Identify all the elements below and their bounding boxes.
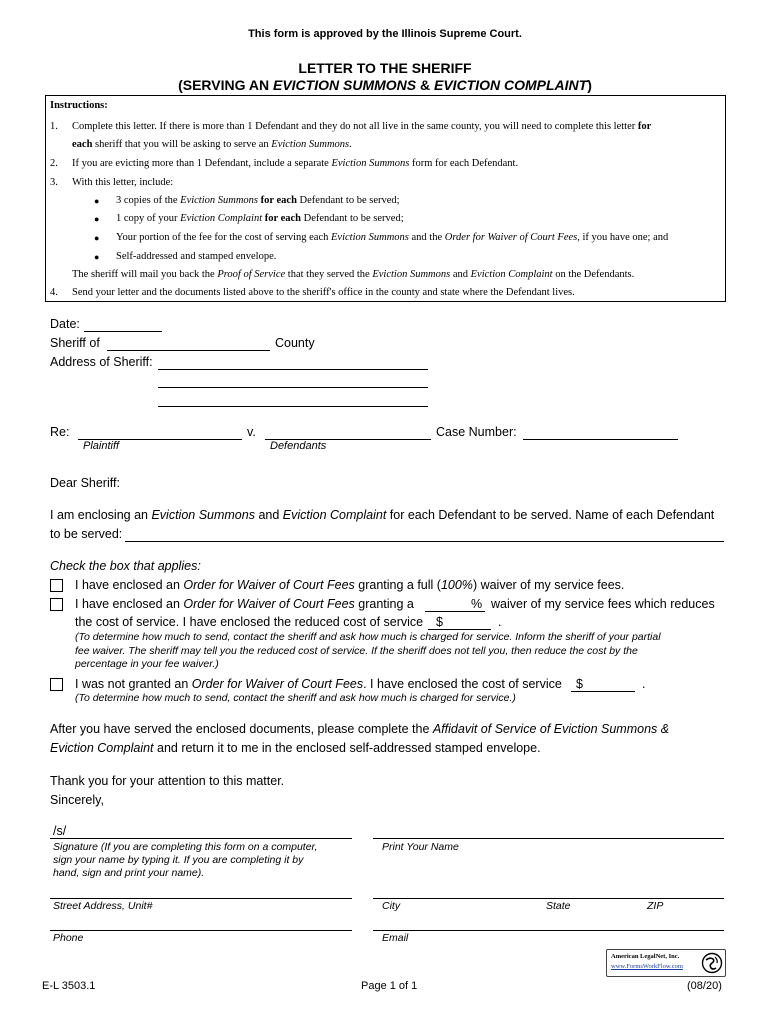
to-be-served-label: to be served: bbox=[50, 527, 123, 541]
bullet-icon: ● bbox=[94, 233, 100, 243]
globe-icon bbox=[701, 952, 723, 974]
sheriff-of-label: Sheriff of bbox=[50, 336, 100, 350]
text: Order for Waiver of Court Fees bbox=[183, 597, 355, 611]
subtitle-part: EVICTION COMPLAINT bbox=[434, 77, 588, 93]
text: I was not granted an bbox=[75, 677, 192, 691]
page-subtitle bbox=[0, 77, 770, 93]
date-label: Date: bbox=[50, 317, 80, 331]
text: for bbox=[637, 121, 652, 132]
text: and the bbox=[408, 232, 445, 243]
text: . I have enclosed the cost of service bbox=[363, 677, 562, 691]
re-label: Re: bbox=[50, 425, 70, 439]
text: Eviction Summons bbox=[331, 232, 409, 243]
no-waiver-note: (To determine how much to send, contact the sheriff and ask how much is charged for service.) bbox=[75, 692, 516, 704]
instruction-number: 4. bbox=[50, 287, 58, 298]
text: ) waiver of my service fees. bbox=[472, 578, 625, 592]
case-number-label: Case Number: bbox=[436, 425, 517, 439]
partial-waiver-note-line2: fee waiver. The sheriff may tell you the reduced cost of service. If the sheriff does not tell you, then reduce the cost by the bbox=[75, 645, 638, 657]
signature-label-line1: Signature (If you are completing this form on a computer, bbox=[53, 841, 318, 853]
no-waiver-text bbox=[75, 677, 562, 691]
page-number: Page 1 of 1 bbox=[361, 980, 418, 992]
signature-line bbox=[50, 838, 352, 839]
subtitle-part: (SERVING AN bbox=[178, 77, 273, 93]
period: . bbox=[498, 615, 502, 629]
city-label: City bbox=[382, 900, 401, 912]
text: Eviction Complaint bbox=[470, 269, 553, 280]
text: Eviction Summons bbox=[372, 269, 451, 280]
instruction-3: With this letter, include: bbox=[72, 177, 174, 188]
date-field[interactable] bbox=[84, 331, 162, 332]
text: Defendant to be served; bbox=[296, 195, 400, 206]
logo-url-link[interactable]: www.FormsWorkFlow.com bbox=[611, 963, 683, 970]
bullet-item-4: Self-addressed and stamped envelope. bbox=[116, 251, 277, 262]
text: After you have served the enclosed documents, please complete the bbox=[50, 722, 433, 736]
bullet-icon: ● bbox=[94, 252, 100, 262]
text: that they served the bbox=[285, 269, 373, 280]
text: The sheriff will mail you back the bbox=[72, 269, 218, 280]
text: Eviction Summons bbox=[331, 158, 410, 169]
american-legalnet-logo bbox=[606, 949, 726, 977]
phone-line[interactable] bbox=[50, 930, 352, 931]
versus-label: v. bbox=[247, 425, 256, 439]
text: Eviction Summons bbox=[151, 508, 255, 522]
waiver-percent-field[interactable] bbox=[425, 611, 485, 612]
instruction-number: 3. bbox=[50, 177, 58, 188]
partial-waiver-note-line3: percentage in your fee waiver.) bbox=[75, 658, 219, 670]
text: each bbox=[72, 139, 93, 150]
text: 1 copy of your bbox=[116, 213, 181, 224]
instructions-heading: Instructions: bbox=[50, 100, 108, 111]
text: , if you have one; and bbox=[577, 232, 669, 243]
signature-label-line2: sign your name by typing it. If you are completing it by bbox=[53, 854, 304, 866]
text: sheriff that you will be asking to serve an bbox=[92, 139, 272, 150]
subtitle-part: ) bbox=[587, 77, 592, 93]
full-waiver-text bbox=[75, 578, 624, 592]
percent-sign: % bbox=[471, 597, 483, 611]
text: Eviction Complaint bbox=[50, 741, 154, 755]
subtitle-part: & bbox=[416, 77, 434, 93]
instruction-4: Send your letter and the documents listed above to the sheriff's office in the county and state where the Defendant lives. bbox=[72, 287, 575, 298]
signature-value[interactable]: /s/ bbox=[53, 824, 67, 838]
check-heading: Check the box that applies: bbox=[50, 559, 201, 573]
street-address-label: Street Address, Unit# bbox=[53, 900, 153, 912]
text: for each Defendant to be served. Name of each Defendant bbox=[386, 508, 715, 522]
after-served-text-line1 bbox=[50, 722, 669, 736]
text: If you are evicting more than 1 Defendant, include a separate bbox=[72, 158, 332, 169]
text: and bbox=[254, 508, 283, 522]
print-name-line[interactable] bbox=[373, 838, 724, 839]
enclosing-text bbox=[50, 508, 714, 522]
after-served-text-line2 bbox=[50, 741, 541, 755]
case-number-field[interactable] bbox=[523, 439, 678, 440]
text: Order for Waiver of Court Fees bbox=[191, 677, 364, 691]
instruction-number: 1. bbox=[50, 121, 58, 132]
plaintiff-label: Plaintiff bbox=[83, 440, 120, 452]
text: Eviction Summons bbox=[271, 139, 350, 150]
text: for each bbox=[262, 213, 301, 224]
subtitle-part: EVICTION SUMMONS bbox=[272, 77, 417, 93]
service-cost-field[interactable] bbox=[571, 691, 635, 692]
address-field-line2[interactable] bbox=[158, 387, 428, 388]
county-field[interactable] bbox=[107, 350, 270, 351]
text: Eviction Complaint bbox=[282, 508, 387, 522]
instruction-number: 2. bbox=[50, 158, 58, 169]
text: 100% bbox=[440, 578, 473, 592]
text: Your portion of the fee for the cost of serving each bbox=[116, 232, 331, 243]
instruction-2 bbox=[72, 158, 518, 169]
bullet-item-1 bbox=[116, 195, 400, 206]
city-state-zip-line[interactable] bbox=[373, 898, 724, 899]
text: I am enclosing an bbox=[50, 508, 152, 522]
partial-waiver-text bbox=[75, 597, 414, 611]
street-address-line[interactable] bbox=[50, 898, 352, 899]
instruction-1-line2 bbox=[72, 139, 352, 150]
partial-waiver-checkbox[interactable] bbox=[50, 598, 63, 611]
partial-waiver-text-cont: waiver of my service fees which reduces bbox=[491, 597, 715, 611]
greeting: Dear Sheriff: bbox=[50, 476, 120, 490]
revision-date: (08/20) bbox=[687, 980, 722, 992]
text: . bbox=[349, 139, 352, 150]
text: I have enclosed an bbox=[75, 597, 184, 611]
sincerely-text: Sincerely, bbox=[50, 793, 104, 807]
reduced-cost-text: the cost of service. I have enclosed the reduced cost of service bbox=[75, 615, 424, 629]
text: Order for Waiver of Court Fees bbox=[444, 232, 578, 243]
address-field-line1[interactable] bbox=[158, 369, 428, 370]
zip-label: ZIP bbox=[647, 900, 664, 912]
address-field-line3[interactable] bbox=[158, 406, 428, 407]
bullet-item-2 bbox=[116, 213, 404, 224]
text: Affidavit of Service of Eviction Summons & bbox=[432, 722, 670, 736]
signature-label-line3: hand, sign and print your name). bbox=[53, 867, 205, 879]
county-label: County bbox=[275, 336, 315, 350]
text: Defendant to be served; bbox=[301, 213, 404, 224]
text: granting a full ( bbox=[354, 578, 441, 592]
text: form for each Defendant. bbox=[409, 158, 519, 169]
thanks-text: Thank you for your attention to this matter. bbox=[50, 774, 285, 788]
full-waiver-checkbox[interactable] bbox=[50, 579, 63, 592]
text: Complete this letter. If there is more than 1 Defendant and they do not all live in the same county, you will need to complete this letter bbox=[72, 121, 638, 132]
defendant-names-field[interactable] bbox=[125, 541, 724, 542]
form-number: E-L 3503.1 bbox=[42, 980, 96, 992]
dollar-sign: $ bbox=[436, 615, 443, 629]
bullet-icon: ● bbox=[94, 214, 100, 224]
text: I have enclosed an bbox=[75, 578, 184, 592]
address-label: Address of Sheriff: bbox=[50, 355, 153, 369]
text: Eviction Summons bbox=[180, 195, 259, 206]
bullet-item-3 bbox=[116, 232, 668, 243]
partial-waiver-note-line1: (To determine how much to send, contact the sheriff and ask how much is charged for service. Inform the sheriff of your partial bbox=[75, 631, 661, 643]
email-label: Email bbox=[382, 932, 409, 944]
text: Proof of Service bbox=[217, 269, 286, 280]
print-name-label: Print Your Name bbox=[382, 841, 459, 853]
text: Eviction Complaint bbox=[180, 213, 263, 224]
text: 3 copies of the bbox=[116, 195, 181, 206]
page-title: LETTER TO THE SHERIFF bbox=[298, 60, 472, 76]
approval-notice: This form is approved by the Illinois Supreme Court. bbox=[248, 28, 522, 40]
phone-label: Phone bbox=[53, 932, 84, 944]
period: . bbox=[642, 677, 646, 691]
dollar-sign: $ bbox=[576, 677, 583, 691]
text: granting a bbox=[354, 597, 414, 611]
defendants-label: Defendants bbox=[270, 440, 327, 452]
text: and return it to me in the enclosed self-addressed stamped envelope. bbox=[153, 741, 541, 755]
logo-company: American LegalNet, Inc. bbox=[611, 953, 680, 960]
mail-back-note bbox=[72, 269, 634, 280]
email-line[interactable] bbox=[373, 930, 724, 931]
text: for each bbox=[258, 195, 297, 206]
text: Order for Waiver of Court Fees bbox=[183, 578, 355, 592]
text: on the Defendants. bbox=[552, 269, 635, 280]
bullet-icon: ● bbox=[94, 196, 100, 206]
no-waiver-checkbox[interactable] bbox=[50, 678, 63, 691]
text: and bbox=[450, 269, 471, 280]
state-label: State bbox=[546, 900, 571, 912]
reduced-cost-field[interactable] bbox=[428, 629, 491, 630]
instruction-1-line1 bbox=[72, 121, 651, 132]
